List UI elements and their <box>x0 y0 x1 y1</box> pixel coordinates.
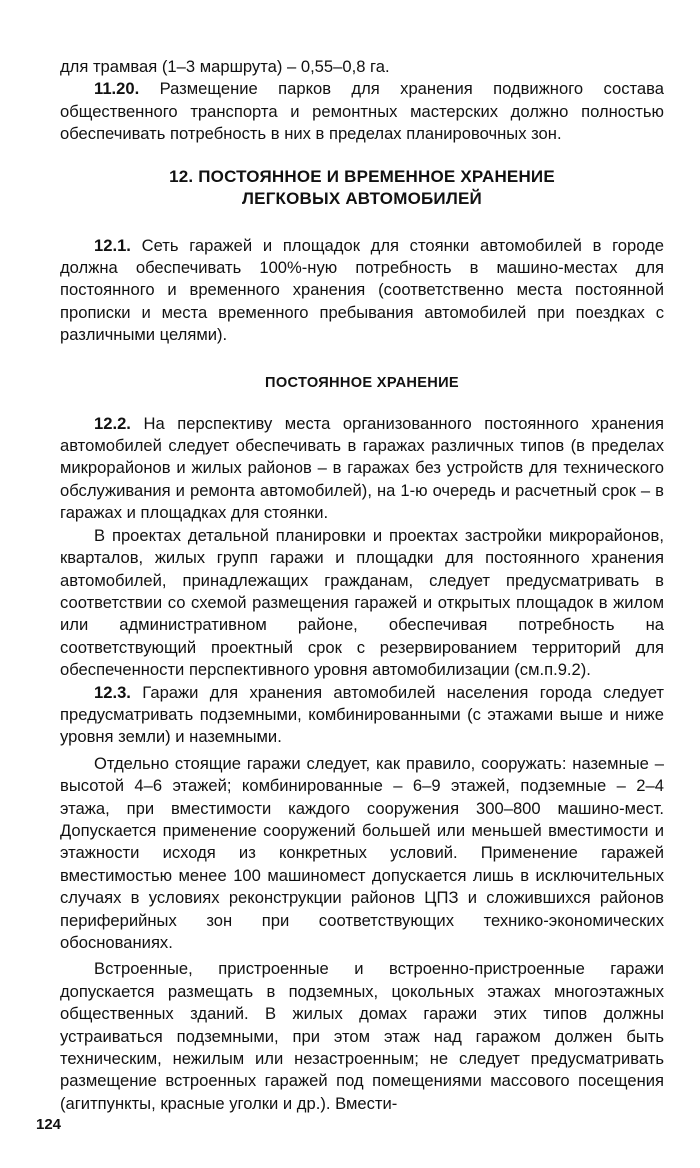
paragraph-11-20 <box>60 78 664 145</box>
paragraph-text: Гаражи для хранения автомобилей населения города следует предусматривать подземными, комбинированными (с этажами выше и ниже уровня земли) и наземными. <box>60 682 664 747</box>
paragraph-12-3 <box>60 682 664 749</box>
clause-number: 12.2. <box>94 413 131 433</box>
section-heading-line-1: 12. ПОСТОЯННОЕ И ВРЕМЕННОЕ ХРАНЕНИЕ <box>169 166 555 186</box>
paragraph-built-in-garages: Встроенные, пристроенные и встроенно-пристроенные гаражи допускается размещать в подземных, цокольных этажах многоэтажных общественных зданий. В жилых домах гаражи этих типов должны устраиваться подземными, при этом этаж над гаражом должен быть техническим, нежилым или незастроенным; не следует предусматривать размещение встроенных гаражей под помещениями массового посещения (агитпункты, красные уголки и др.). Вмести- <box>60 959 664 1113</box>
paragraph-12-2 <box>60 413 664 525</box>
paragraph-text: Размещение парков для хранения подвижного состава общественного транспорта и ремонтных мастерских должно полностью обеспечивать потребность в них в пределах планировочных зон. <box>60 79 664 144</box>
page-number: 124 <box>36 1116 62 1133</box>
paragraph-text: Сеть гаражей и площадок для стоянки автомобилей в городе должна обеспечивать 100%-ную потребность в машино-местах для постоянного и временного хранения (соответственно места постоянной прописки и места временного пребывания автомобилей при поездках с различными целями). <box>60 235 664 345</box>
section-heading-line-2: ЛЕГКОВЫХ АВТОМОБИЛЕЙ <box>242 189 482 209</box>
paragraph-detail-planning: В проектах детальной планировки и проектах застройки микрорайонов, кварталов, жилых групп гаражи и площадки для постоянного хранения автомобилей, принадлежащих гражданам, следует предусматривать в соответствии со схемой размещения гаражей и открытых площадок в жилом или административном районе, обеспечивая потребность на соответствующий проектный срок с резервированием территорий для обеспеченности перспективного уровня автомобилизации (см.п.9.2). <box>60 525 664 680</box>
section-heading <box>60 166 664 211</box>
paragraph-text: На перспективу места организованного постоянного хранения автомобилей следует обеспечивать в гаражах различных типов (в пределах микрорайонов и жилых районов – в гаражах без устройств для технического обслуживания и ремонта автомобилей), на 1-ю очередь и расчетный срок – в гаражах и площадках для стоянки. <box>60 413 664 523</box>
paragraph-standalone-garages: Отдельно стоящие гаражи следует, как правило, сооружать: наземные – высотой 4–6 этажей; комбинированные – 6–9 этажей, подземные – 2–4 этажа, при вместимости каждого сооружения 300–800 машино-мест. Допускается применение сооружений большей или меньшей вместимости и этажности исходя из конкретных условий. Применение гаражей вместимостью менее 100 машиномест допускается лишь в исключительных случаях в условиях реконструкции районов ЦПЗ и сложившихся районов периферийных зон при соответствующих технико-экономических обоснованиях. <box>60 753 664 952</box>
clause-number: 12.3. <box>94 682 131 702</box>
subsection-heading: ПОСТОЯННОЕ ХРАНЕНИЕ <box>265 374 459 391</box>
paragraph-12-1 <box>60 235 664 347</box>
paragraph-continuation: для трамвая (1–3 маршрута) – 0,55–0,8 га. <box>60 57 390 76</box>
clause-number: 11.20. <box>94 79 140 99</box>
clause-number: 12.1. <box>94 235 131 255</box>
